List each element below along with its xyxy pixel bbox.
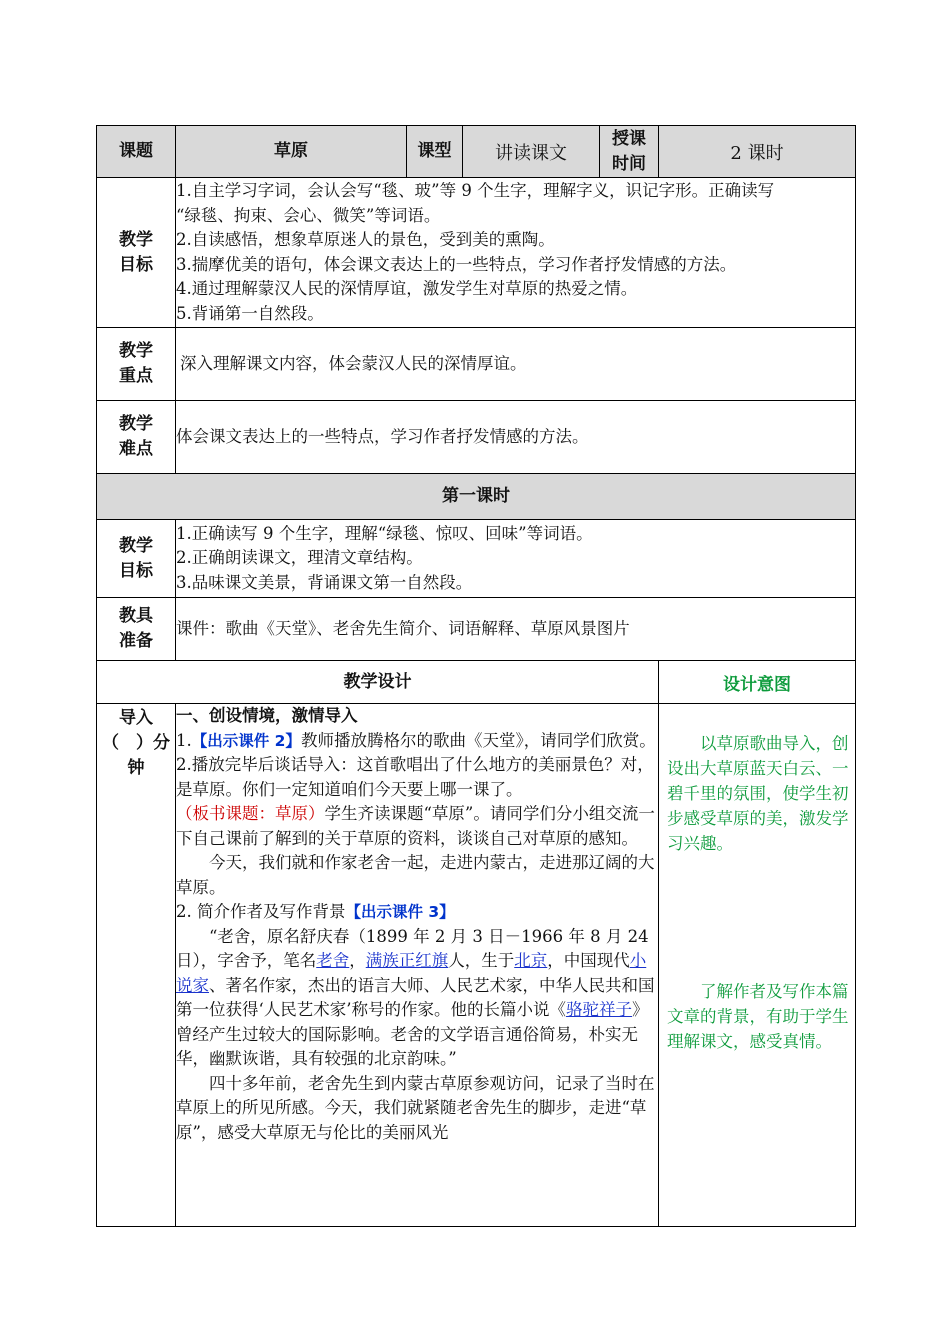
tools-row bbox=[97, 598, 856, 661]
bio-text: 》曾经产生过较大的国际影响。老舍的文学语言通俗简易，朴实无华，幽默诙谐，具有较强的北京韵味。” bbox=[176, 1000, 649, 1068]
courseware-tag-2: 【出示课件 2】 bbox=[191, 731, 301, 750]
tools-text: 课件：歌曲《天堂》、老舍先生简介、词语解释、草原风景图片 bbox=[176, 618, 630, 638]
p1-text: 教师播放腾格尔的歌曲《天堂》，请同学们欣赏。 bbox=[300, 730, 656, 750]
paragraph-5: 四十多年前，老舍先生到内蒙古草原参观访问，记录了当时在草原上的所见所感。今天，我们就紧随老舍先生的脚步，走进“草原”，感受大草原无与伦比的美丽风光 bbox=[176, 1073, 655, 1142]
header-row bbox=[97, 126, 856, 178]
bio-text: “老舍，原名舒庆春（1899 年 2 月 3 日－1966 年 8 月 24 日），字舍予，笔名 bbox=[176, 926, 649, 970]
bio-text: ，中国现代 bbox=[547, 951, 630, 970]
key-points-label-line-2: 重点 bbox=[119, 366, 153, 386]
design-content-row bbox=[97, 704, 856, 1227]
lesson1-goals-label-line-1: 教学 bbox=[119, 535, 153, 556]
design-header-row bbox=[97, 661, 856, 704]
key-points-label-line-1: 教学 bbox=[119, 341, 153, 361]
lesson1-goal-item: 3.品味课文美景，背诵课文第一自然段。 bbox=[176, 572, 473, 592]
goals-content bbox=[176, 178, 856, 328]
board-note: （板书课题：草原） bbox=[176, 804, 325, 823]
p2-text-b: 学生齐读课题“草原”。请同学们分小组交流一下自己课前了解到的关于草原的资料，谈谈自己对草原的感知。 bbox=[176, 804, 655, 848]
time-label bbox=[600, 126, 659, 178]
intent-header: 设计意图 bbox=[659, 661, 856, 704]
key-points-content bbox=[176, 328, 856, 401]
type-label: 课型 bbox=[407, 126, 463, 178]
stage-label-line-3: 钟 bbox=[127, 758, 145, 778]
difficulties-text: 体会课文表达上的一些特点，学习作者抒发情感的方法。 bbox=[176, 426, 589, 446]
goals-label-line-1: 教学 bbox=[119, 229, 153, 250]
bio-text: 、著名作家，杰出的语言大师、人民艺术家，中华人民共和国第一位获得‘人民艺术家’称号的作家。他的长篇小说《 bbox=[176, 975, 655, 1019]
bio-text: 人，生于 bbox=[448, 951, 515, 970]
goals-row bbox=[97, 178, 856, 328]
lesson1-goals-row bbox=[97, 520, 856, 598]
design-header: 教学设计 bbox=[97, 661, 659, 704]
difficulties-label-line-2: 难点 bbox=[119, 439, 153, 459]
time-value: 2 课时 bbox=[659, 126, 856, 178]
lesson1-goals-label-line-2: 目标 bbox=[119, 560, 153, 581]
lesson1-goal-item: 1.正确读写 9 个生字，理解“绿毯、惊叹、回味”等词语。 bbox=[176, 523, 593, 543]
stage-label-line-2: （ ）分 bbox=[102, 733, 170, 753]
p1-prefix: 1. bbox=[176, 730, 192, 750]
key-points-row bbox=[97, 328, 856, 401]
lesson-plan-table bbox=[96, 125, 856, 1227]
design-content bbox=[176, 704, 659, 1227]
link-camel-xiangzi[interactable]: 骆驼祥子 bbox=[566, 1000, 632, 1019]
link-beijing[interactable]: 北京 bbox=[514, 951, 548, 970]
author-bio bbox=[176, 925, 658, 1072]
difficulties-row bbox=[97, 401, 856, 474]
difficulties-label-line-1: 教学 bbox=[119, 414, 153, 434]
goals-label bbox=[97, 178, 176, 328]
time-label-line-1: 授课 bbox=[612, 128, 646, 149]
topic-value: 草原 bbox=[176, 126, 407, 178]
courseware-tag-3: 【出示课件 3】 bbox=[345, 903, 455, 921]
lesson1-goals-content bbox=[176, 520, 856, 598]
bio-text: ， bbox=[349, 951, 366, 970]
goal-item: 3.揣摩优美的语句，体会课文表达上的一些特点，学习作者抒发情感的方法。 bbox=[176, 254, 737, 274]
difficulties-content bbox=[176, 401, 856, 474]
topic-label: 课题 bbox=[97, 126, 176, 178]
stage-label bbox=[97, 704, 176, 1227]
goals-label-line-2: 目标 bbox=[119, 254, 153, 275]
goal-item: 5.背诵第一自然段。 bbox=[176, 303, 324, 323]
lesson1-title: 第一课时 bbox=[97, 474, 856, 520]
lesson1-title-row bbox=[97, 474, 856, 520]
intent-text-2: 了解作者及写作本篇文章的背景，有助于学生理解课文，感受真情。 bbox=[667, 982, 849, 1051]
paragraph-1 bbox=[176, 729, 658, 754]
lesson1-goal-item: 2.正确朗读课文，理清文章结构。 bbox=[176, 548, 423, 568]
time-label-line-2: 时间 bbox=[612, 153, 646, 174]
goal-item: 4.通过理解蒙汉人民的深情厚谊，激发学生对草原的热爱之情。 bbox=[176, 279, 638, 298]
section-title: 一、创设情境，激情导入 bbox=[176, 706, 358, 725]
lesson1-goals-label bbox=[97, 520, 176, 598]
intent-text-1: 以草原歌曲导入，创设出大草原蓝天白云、一碧千里的氛围，使学生初步感受草原的美，激发学习兴趣。 bbox=[667, 734, 849, 853]
paragraph-2 bbox=[176, 753, 658, 851]
goal-item: 2.自读感悟，想象草原迷人的景色，受到美的熏陶。 bbox=[176, 230, 555, 249]
link-manchu[interactable]: 满族正红旗 bbox=[365, 951, 449, 970]
intent-content bbox=[659, 704, 856, 1227]
difficulties-label bbox=[97, 401, 176, 474]
goal-item: “绿毯、拘束、会心、微笑”等词语。 bbox=[176, 205, 441, 225]
p2-text: 2.播放完毕后谈话导入：这首歌唱出了什么地方的美丽景色？对，是草原。你们一定知道咱们今天要上哪一课了。 bbox=[176, 755, 654, 799]
goal-item: 1.自主学习字词，会认会写“毯、玻”等 9 个生字，理解字义，识记字形。正确读写 bbox=[176, 181, 775, 200]
tools-content bbox=[176, 598, 856, 661]
p4-prefix: 2. 简介作者及写作背景 bbox=[176, 902, 346, 921]
link-novelist[interactable]: 小说家 bbox=[176, 951, 647, 995]
type-value: 讲读课文 bbox=[463, 126, 600, 178]
tools-label-line-2: 准备 bbox=[119, 631, 153, 651]
tools-label bbox=[97, 598, 176, 661]
key-points-label bbox=[97, 328, 176, 401]
key-points-text: 深入理解课文内容，体会蒙汉人民的深情厚谊。 bbox=[180, 353, 527, 373]
tools-label-line-1: 教具 bbox=[119, 606, 153, 626]
link-laoshe[interactable]: 老舍 bbox=[316, 951, 350, 970]
paragraph-4 bbox=[176, 900, 658, 925]
paragraph-3: 今天，我们就和作家老舍一起，走进内蒙古，走进那辽阔的大草原。 bbox=[176, 853, 655, 897]
stage-label-line-1: 导入 bbox=[119, 708, 153, 728]
